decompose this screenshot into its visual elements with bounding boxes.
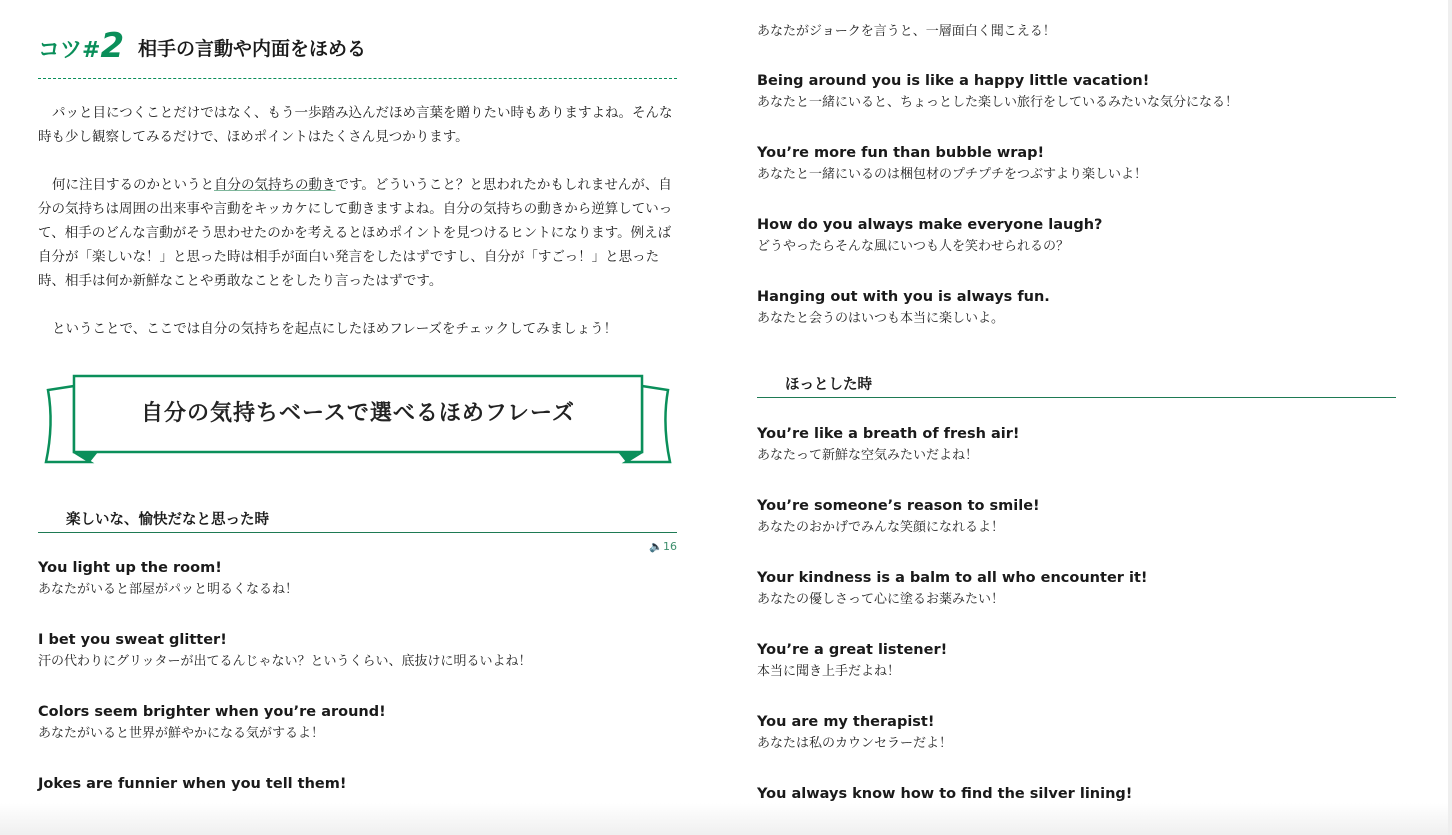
phrase-english: You’re more fun than bubble wrap!: [757, 145, 1045, 161]
phrase-english: Jokes are funnier when you tell them!: [38, 776, 347, 792]
phrase-item: [757, 21, 1396, 43]
section-heading-relief: [757, 367, 1396, 398]
phrase-item: [757, 214, 1396, 258]
phrase-item: [38, 773, 677, 795]
body-text-rest: です。どういうこと？と思われたかもしれませんが、自分の気持ちは周囲の出来事や言動をキッカケにして動きますよね。自分の気持ちの動きから逆算していって、相手のどんな言動がそう思わせたのかを考えるとほめポイントを見つけるヒントになります。例えば自分が「楽しいな！」と思った時は相手が面白い発言をしたはずですし、自分が「すごっ！」と思った時、相手は何か新鮮なことや勇敢なことをしたり言ったはずです。: [38, 177, 673, 289]
intro-paragraph: パッと目につくことだけではなく、もう一歩踏み込んだほめ言葉を贈りたい時もありますよね。そんな時も少し観察してみるだけで、ほめポイントはたくさん見つかります。: [38, 105, 673, 145]
lead-paragraph: ということで、ここでは自分の気持ちを起点にしたほめフレーズをチェックしてみましょう！: [52, 321, 618, 337]
phrase-item: [757, 423, 1396, 467]
phrase-item: [38, 557, 677, 601]
body-text-start: 何に注目するのかというと: [52, 177, 214, 193]
phrase-item: [38, 629, 677, 673]
phrase-japanese: 本当に聞き上手だよね！: [757, 664, 901, 679]
phrase-japanese: あなたの優しさって心に塗るお薬みたい！: [757, 592, 1005, 607]
tip-badge-number: 2: [100, 26, 125, 66]
phrase-japanese: あなたは私のカウンセラーだよ！: [757, 736, 953, 751]
tip-badge-label: コツ#: [38, 38, 101, 63]
phrase-japanese: あなたって新鮮な空気みたいだよね！: [757, 448, 979, 463]
phrase-english: You’re a great listener!: [757, 642, 948, 658]
phrase-item: [757, 783, 1396, 805]
bottom-fade: [0, 803, 1452, 835]
speaker-icon: 🔈: [649, 540, 663, 553]
section-heading-relief-label: ほっとした時: [785, 377, 872, 393]
scrollbar[interactable]: [1448, 0, 1452, 835]
phrase-english: You are my therapist!: [757, 714, 935, 730]
banner-title: 自分の気持ちベースで選べるほめフレーズ: [141, 401, 575, 426]
section-heading-fun: [38, 502, 677, 533]
phrase-english: You always know how to find the silver lining!: [757, 786, 1133, 802]
phrase-japanese: あなたと会うのはいつも本当に楽しいよ。: [757, 311, 1005, 326]
phrase-english: Your kindness is a balm to all who encounter it!: [757, 570, 1148, 586]
phrase-japanese: あなたがジョークを言うと、一層面白く聞こえる！: [757, 24, 1056, 39]
tip-header: [38, 22, 677, 79]
section-heading-fun-label: 楽しいな、愉快だなと思った時: [66, 512, 269, 528]
phrase-english: I bet you sweat glitter!: [38, 632, 227, 648]
audio-track-number: 16: [663, 540, 677, 553]
phrase-item: [757, 286, 1396, 330]
phrase-english: You’re like a breath of fresh air!: [757, 426, 1020, 442]
phrase-english: Being around you is like a happy little vacation!: [757, 73, 1150, 89]
phrase-item: [38, 701, 677, 745]
phrase-item: [757, 711, 1396, 755]
phrase-english: Hanging out with you is always fun.: [757, 289, 1050, 305]
phrase-japanese: あなたがいると世界が鮮やかになる気がするよ！: [38, 726, 325, 741]
phrase-item: [757, 70, 1396, 114]
phrase-japanese: あなたと一緒にいると、ちょっとした楽しい旅行をしているみたいな気分になる！: [757, 95, 1239, 110]
tip-title: 相手の言動や内面をほめる: [138, 38, 367, 60]
phrase-english: How do you always make everyone laugh?: [757, 217, 1103, 233]
phrase-item: [757, 639, 1396, 683]
phrase-japanese: あなたのおかげでみんな笑顔になれるよ！: [757, 520, 1005, 535]
body-paragraph: [38, 173, 677, 293]
phrase-english: You’re someone’s reason to smile!: [757, 498, 1040, 514]
phrase-japanese: あなたと一緒にいるのは梱包材のプチプチをつぶすより楽しいよ！: [757, 167, 1148, 182]
phrase-banner: [44, 368, 672, 470]
audio-button[interactable]: [649, 540, 677, 553]
phrase-english: Colors seem brighter when you’re around!: [38, 704, 386, 720]
phrase-english: You light up the room!: [38, 560, 222, 576]
tip-badge: [38, 26, 124, 66]
phrase-japanese: 汗の代わりにグリッターが出てるんじゃない？というくらい、底抜けに明るいよね！: [38, 654, 532, 669]
phrase-item: [757, 567, 1396, 611]
highlight-text: 自分の気持ちの動き: [214, 177, 336, 193]
phrase-japanese: どうやったらそんな風にいつも人を笑わせられるの？: [757, 239, 1070, 254]
phrase-item: [757, 142, 1396, 186]
phrase-item: [757, 495, 1396, 539]
phrase-japanese: あなたがいると部屋がパッと明るくなるね！: [38, 582, 299, 597]
